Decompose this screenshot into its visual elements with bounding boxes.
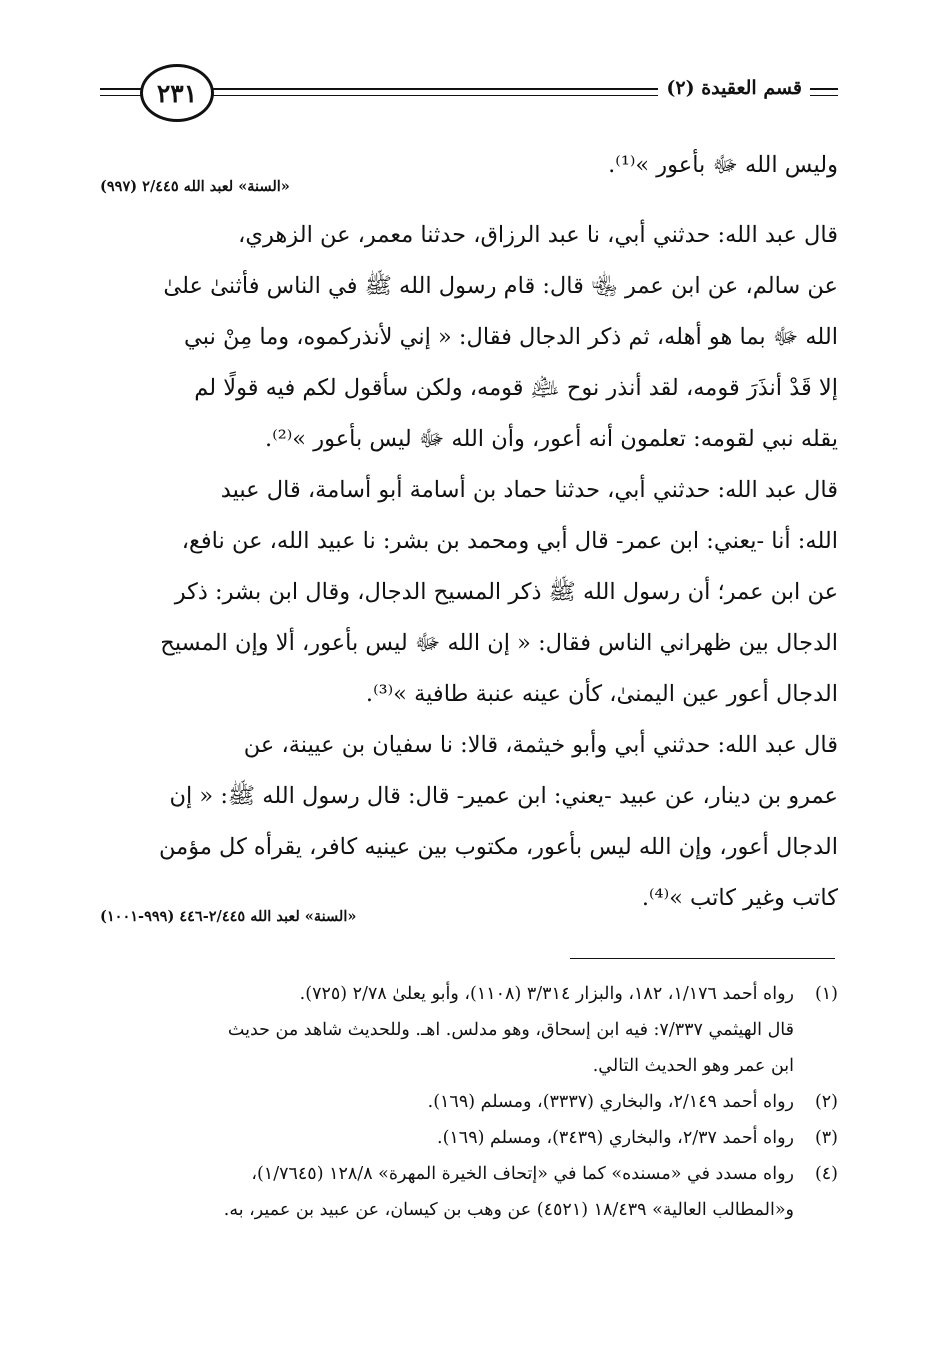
- text-line: كاتب وغير كاتب »⁽⁴⁾.: [641, 885, 838, 911]
- source-reference: «السنة» لعبد الله ٢/٤٤٥ (٩٩٧): [100, 178, 290, 195]
- footnote-line: رواه أحمد ١/١٧٦، ١٨٢، والبزار ٣/٣١٤ (١١٠٨)، وأبو يعلىٰ ٢/٧٨ (٧٢٥).: [299, 984, 794, 1004]
- footnote: [100, 1084, 838, 1120]
- page-number: ٢٣١: [140, 64, 214, 122]
- paragraph-hadith-1: [100, 210, 838, 465]
- footnote-number: (١): [814, 984, 838, 1004]
- running-title: قسم العقيدة (٢): [658, 77, 810, 99]
- text-line: إلا قَدْ أنذَرَ قومه، لقد أنذر نوح ﵇ قومه، ولكن سأقول لكم فيه قولًا لم: [194, 375, 838, 401]
- footnote-line: ابن عمر وهو الحديث التالي.: [592, 1056, 794, 1076]
- footnote-line: رواه أحمد ٢/٣٧، والبخاري (٣٤٣٩)، ومسلم (١٦٩).: [437, 1128, 794, 1148]
- text-line: قال عبد الله: حدثني أبي وأبو خيثمة، قالا: نا سفيان بن عيينة، عن: [243, 732, 838, 758]
- footnote-number: (٤): [814, 1164, 838, 1184]
- text-line: الدجال أعور، وإن الله ليس بأعور، مكتوب بين عينيه كافر، يقرأه كل مؤمن: [159, 834, 838, 860]
- text-line: الله: أنا -يعني: ابن عمر- قال أبي ومحمد بن بشر: نا عبيد الله، عن نافع،: [181, 528, 838, 554]
- footnote-line: و«المطالب العالية» ١٨/٤٣٩ (٤٥٢١) عن وهب بن كيسان، عن عبيد بن عمير، به.: [223, 1200, 794, 1220]
- text-line: وليس الله ﷻ بأعور »⁽¹⁾.: [608, 152, 838, 178]
- text-line: يقله نبي لقومه: تعلمون أنه أعور، وأن الله ﷻ ليس بأعور »⁽²⁾.: [265, 426, 838, 452]
- text-line: الدجال بين ظهراني الناس فقال: « إن الله ﷻ ليس بأعور، ألا وإن المسيح: [160, 630, 838, 656]
- footnote-number: (٣): [814, 1128, 838, 1148]
- paragraph-hadith-2: [100, 465, 838, 720]
- text-line: قال عبد الله: حدثني أبي، حدثنا حماد بن أسامة أبو أسامة، قال عبيد: [220, 477, 838, 503]
- text-line: الله ﷻ بما هو أهله، ثم ذكر الدجال فقال: « إني لأنذركموه، وما مِنْ نبي: [184, 324, 838, 350]
- footnote: [100, 1156, 838, 1228]
- paragraph-hadith-3: [100, 720, 838, 924]
- source-reference: «السنة» لعبد الله ٢/٤٤٥-٤٤٦ (٩٩٩-١٠٠١): [100, 908, 357, 925]
- page-header: [100, 62, 838, 122]
- footnote-separator: [570, 958, 835, 959]
- text-line: الدجال أعور عين اليمنىٰ، كأن عينه عنبة طافية »⁽³⁾.: [365, 681, 838, 707]
- footnote: [100, 976, 838, 1084]
- footnotes: [100, 976, 838, 1228]
- text-line: عن سالم، عن ابن عمر ﵄ قال: قام رسول الله ﷺ في الناس فأثنىٰ علىٰ: [163, 273, 838, 299]
- footnote: [100, 1120, 838, 1156]
- footnote-number: (٢): [814, 1092, 838, 1112]
- footnote-line: قال الهيثمي ٧/٣٣٧: فيه ابن إسحاق، وهو مدلس. اهـ. وللحديث شاهد من حديث: [227, 1020, 794, 1040]
- text-line: عمرو بن دينار، عن عبيد -يعني: ابن عمير- قال: قال رسول الله ﷺ: « إن: [169, 783, 838, 809]
- footnote-line: رواه مسدد في «مسنده» كما في «إتحاف الخيرة المهرة» ١٢٨/٨ (١/٧٦٤٥)،: [251, 1164, 794, 1184]
- text-line: قال عبد الله: حدثني أبي، نا عبد الرزاق، حدثنا معمر، عن الزهري،: [238, 222, 838, 248]
- footnote-line: رواه أحمد ٢/١٤٩، والبخاري (٣٣٣٧)، ومسلم (١٦٩).: [427, 1092, 794, 1112]
- text-line: عن ابن عمر؛ أن رسول الله ﷺ ذكر المسيح الدجال، وقال ابن بشر: ذكر: [174, 579, 838, 605]
